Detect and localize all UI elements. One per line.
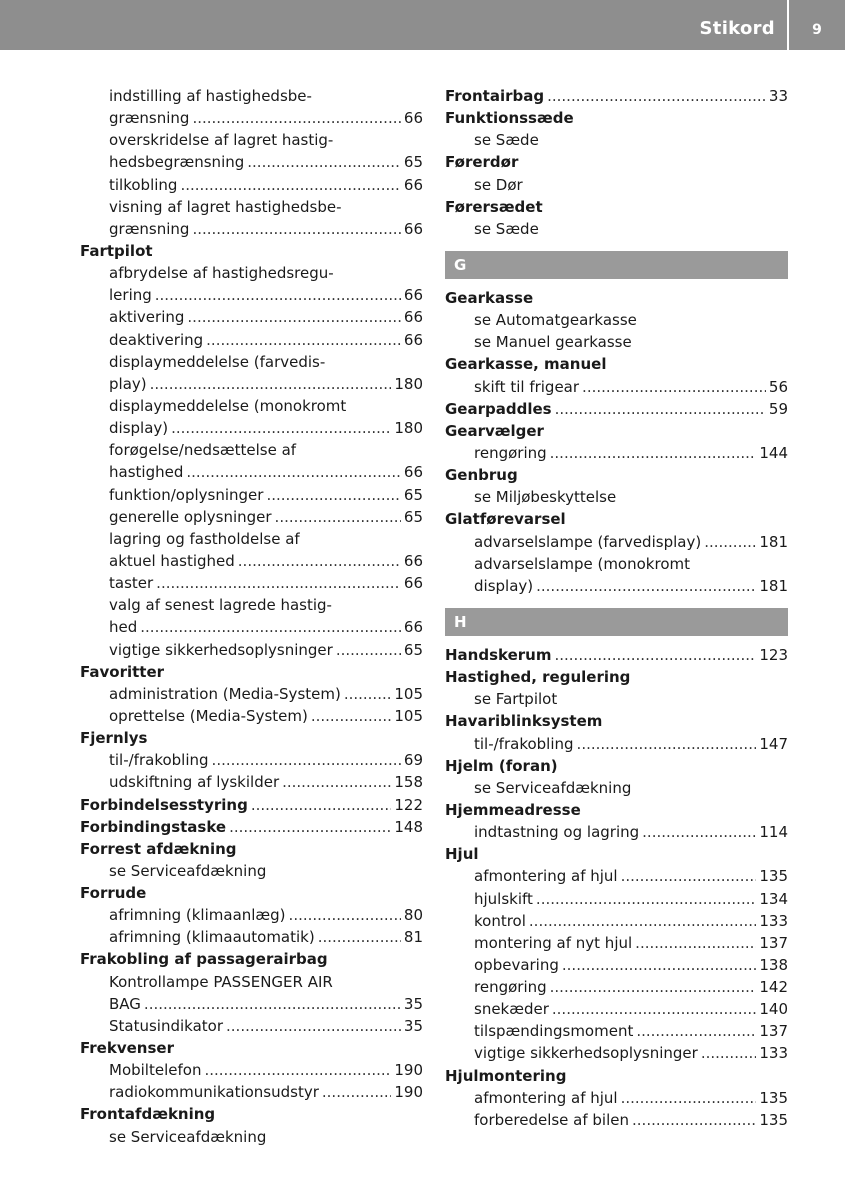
entry-label: radiokommunikationsudstyr: [109, 1083, 319, 1102]
index-column-right: [445, 85, 788, 1131]
entry-page-number: 190: [394, 1061, 423, 1080]
entry-page-number: 66: [403, 463, 423, 482]
entry-label: snekæder: [474, 1000, 549, 1019]
index-subentry: [80, 461, 423, 483]
entry-label: afrimning (klimaanlæg): [109, 906, 286, 925]
dot-leader: [289, 904, 401, 926]
entry-page-number: 69: [403, 751, 423, 770]
index-entry: [445, 1065, 788, 1087]
dot-leader: [554, 644, 756, 666]
entry-label: display): [474, 576, 534, 595]
index-subentry: [80, 107, 423, 129]
index-subentry: [80, 639, 423, 661]
index-subentry: [445, 954, 788, 976]
entry-label: skift til frigear: [474, 377, 580, 396]
index-subentry: [80, 705, 423, 727]
index-entry: [80, 838, 423, 860]
entry-label: aktuel hastighed: [109, 551, 235, 570]
entry-page-number: 65: [403, 153, 423, 172]
index-entry: [445, 666, 788, 688]
entry-page-number: 181: [759, 576, 788, 595]
entry-page-number: 33: [768, 87, 788, 105]
entry-page-number: 59: [768, 399, 788, 418]
entry-label: se Serviceafdækning: [474, 778, 632, 797]
entry-label: Kontrollampe PASSENGER AIR: [109, 972, 333, 991]
entry-label: Statusindikator: [109, 1016, 224, 1035]
index-subentry: [445, 733, 788, 755]
entry-label: Forbindingstaske: [80, 817, 227, 836]
entry-label: Genbrug: [445, 466, 518, 485]
dot-leader: [562, 954, 756, 976]
entry-label: advarselslampe (monokromt: [474, 554, 690, 573]
entry-label: Frakobling af passagerairbag: [80, 950, 328, 969]
index-subentry: [80, 262, 423, 284]
entry-label: Frontafdækning: [80, 1105, 216, 1124]
entry-page-number: 114: [759, 823, 788, 842]
entry-page-number: 35: [403, 994, 423, 1013]
entry-label: Forbindelsesstyring: [80, 795, 248, 814]
index-entry: [80, 727, 423, 749]
dot-leader: [701, 1042, 757, 1064]
index-subentry: [445, 218, 788, 240]
index-subentry: [445, 331, 788, 353]
entry-label: valg af senest lagrede hastig-: [109, 596, 332, 615]
index-entry: [445, 843, 788, 865]
dot-leader: [192, 218, 400, 240]
index-entry: [445, 196, 788, 218]
entry-label: overskridelse af lagret hastig-: [109, 131, 334, 150]
entry-page-number: 66: [403, 618, 423, 637]
dot-leader: [318, 926, 401, 948]
dot-leader: [344, 683, 392, 705]
entry-label: Gearkasse, manuel: [445, 355, 607, 374]
dot-leader: [529, 910, 756, 932]
entry-label: Funktionssæde: [445, 109, 574, 128]
index-subentry: [445, 575, 788, 597]
entry-label: se Sæde: [474, 219, 539, 238]
index-subentry: [80, 196, 423, 218]
dot-leader: [555, 398, 766, 420]
dot-leader: [204, 1059, 391, 1081]
index-subentry: [80, 484, 423, 506]
entry-page-number: 65: [403, 485, 423, 504]
entry-label: aktivering: [109, 308, 185, 327]
index-subentry: [80, 395, 423, 417]
dot-leader: [577, 733, 757, 755]
entry-label: taster: [109, 574, 154, 593]
index-column-left: [80, 85, 423, 1148]
dot-leader: [212, 749, 401, 771]
entry-label: deaktivering: [109, 330, 204, 349]
index-subentry: [80, 904, 423, 926]
dot-leader: [635, 932, 756, 954]
entry-label: Førersædet: [445, 197, 543, 216]
entry-label: displaymeddelelse (monokromt: [109, 396, 347, 415]
dot-leader: [632, 1109, 756, 1131]
entry-label: BAG: [109, 994, 141, 1013]
entry-label: Hjemmeadresse: [445, 800, 581, 819]
entry-label: opbevaring: [474, 955, 559, 974]
index-subentry: [80, 749, 423, 771]
entry-label: se Miljøbeskyttelse: [474, 488, 617, 507]
index-subentry: [80, 151, 423, 173]
index-subentry: [80, 174, 423, 196]
dot-leader: [187, 306, 401, 328]
index-entry: [80, 1103, 423, 1125]
index-entry: [445, 398, 788, 420]
entry-page-number: 56: [768, 377, 788, 396]
entry-page-number: 65: [403, 640, 423, 659]
entry-label: Fjernlys: [80, 729, 148, 748]
entry-label: Forrest afdækning: [80, 839, 237, 858]
entry-page-number: 134: [759, 889, 788, 908]
index-subentry: [80, 572, 423, 594]
entry-page-number: 80: [403, 906, 423, 925]
entry-label: til-/frakobling: [109, 751, 209, 770]
entry-label: hed: [109, 618, 138, 637]
entry-page-number: 122: [394, 795, 423, 814]
index-subentry: [445, 888, 788, 910]
entry-label: administration (Media-System): [109, 684, 341, 703]
index-subentry: [445, 376, 788, 398]
entry-label: forøgelse/nedsættelse af: [109, 441, 297, 460]
dot-leader: [536, 575, 756, 597]
index-subentry: [445, 1087, 788, 1109]
section-letter-header: G: [445, 251, 788, 279]
entry-label: Favoritter: [80, 662, 165, 681]
entry-page-number: 138: [759, 955, 788, 974]
entry-label: udskiftning af lyskilder: [109, 773, 280, 792]
dot-leader: [206, 329, 401, 351]
entry-page-number: 190: [394, 1083, 423, 1102]
entry-label: hastighed: [109, 463, 184, 482]
index-entry: [445, 151, 788, 173]
entry-label: display): [109, 419, 169, 438]
entry-label: Hastighed, regulering: [445, 668, 631, 687]
dot-leader: [621, 1087, 757, 1109]
dot-leader: [144, 993, 401, 1015]
section-letter-header: H: [445, 608, 788, 636]
index-subentry: [80, 329, 423, 351]
index-subentry: [445, 531, 788, 553]
index-subentry: [80, 85, 423, 107]
entry-page-number: 133: [759, 911, 788, 930]
entry-label: Hjelm (foran): [445, 756, 558, 775]
entry-page-number: 66: [403, 286, 423, 305]
entry-page-number: 66: [403, 330, 423, 349]
entry-page-number: 147: [759, 734, 788, 753]
entry-label: Glatførevarsel: [445, 510, 566, 529]
entry-label: Frontairbag: [445, 87, 545, 105]
entry-label: funktion/oplysninger: [109, 485, 264, 504]
entry-page-number: 35: [403, 1016, 423, 1035]
entry-label: Handskerum: [445, 645, 552, 664]
entry-label: til-/frakobling: [474, 734, 574, 753]
index-subentry: [80, 284, 423, 306]
entry-label: Hjulmontering: [445, 1066, 567, 1085]
entry-page-number: 66: [403, 308, 423, 327]
index-subentry: [80, 528, 423, 550]
entry-label: tilkobling: [109, 175, 178, 194]
index-entry: [445, 755, 788, 777]
entry-page-number: 142: [759, 978, 788, 997]
entry-label: generelle oplysninger: [109, 507, 272, 526]
index-subentry: [80, 1059, 423, 1081]
entry-label: se Serviceafdækning: [109, 861, 267, 880]
entry-label: grænsning: [109, 109, 190, 128]
index-entry: [80, 1037, 423, 1059]
index-subentry: [80, 306, 423, 328]
entry-label: Havariblinksystem: [445, 712, 603, 731]
index-entry: [445, 85, 788, 107]
dot-leader: [550, 442, 757, 464]
entry-label: se Automatgearkasse: [474, 311, 637, 330]
index-entry: [80, 948, 423, 970]
entry-page-number: 66: [403, 551, 423, 570]
index-subentry: [80, 683, 423, 705]
dot-leader: [552, 998, 756, 1020]
dot-leader: [704, 531, 756, 553]
dot-leader: [621, 865, 757, 887]
index-subentry: [80, 1081, 423, 1103]
entry-page-number: 180: [394, 419, 423, 438]
dot-leader: [140, 616, 401, 638]
index-entry: [445, 799, 788, 821]
index-entry: [445, 287, 788, 309]
index-entry: [445, 420, 788, 442]
entry-page-number: 144: [759, 443, 788, 462]
index-entry: [80, 816, 423, 838]
index-subentry: [80, 971, 423, 993]
entry-label: se Fartpilot: [474, 690, 558, 709]
entry-label: se Sæde: [474, 131, 539, 150]
index-subentry: [445, 442, 788, 464]
entry-label: Forrude: [80, 884, 147, 903]
section-title: Stikord: [699, 18, 775, 39]
entry-label: hedsbegrænsning: [109, 153, 245, 172]
index-entry: [445, 353, 788, 375]
index-subentry: [80, 550, 423, 572]
entry-label: rengøring: [474, 443, 547, 462]
entry-label: displaymeddelelse (farvedis-: [109, 352, 326, 371]
entry-label: rengøring: [474, 978, 547, 997]
index-entry: [445, 508, 788, 530]
entry-page-number: 66: [403, 219, 423, 238]
entry-label: montering af nyt hjul: [474, 933, 633, 952]
index-subentry: [445, 1042, 788, 1064]
entry-label: vigtige sikkerhedsoplysninger: [109, 640, 333, 659]
index-subentry: [80, 506, 423, 528]
entry-label: visning af lagret hastighedsbe-: [109, 197, 342, 216]
entry-label: vigtige sikkerhedsoplysninger: [474, 1044, 698, 1063]
index-entry: [445, 464, 788, 486]
dot-leader: [582, 376, 766, 398]
dot-leader: [282, 771, 391, 793]
dot-leader: [336, 639, 401, 661]
dot-leader: [171, 417, 391, 439]
index-subentry: [80, 771, 423, 793]
dot-leader: [547, 85, 766, 107]
entry-label: Frekvenser: [80, 1039, 174, 1058]
entry-label: se Serviceafdækning: [109, 1127, 267, 1146]
index-subentry: [80, 129, 423, 151]
index-entry: [80, 794, 423, 816]
entry-label: advarselslampe (farvedisplay): [474, 532, 702, 551]
dot-leader: [251, 794, 392, 816]
index-subentry: [445, 976, 788, 998]
entry-page-number: 180: [394, 374, 423, 393]
index-subentry: [445, 865, 788, 887]
index-subentry: [445, 998, 788, 1020]
dot-leader: [636, 1020, 756, 1042]
index-subentry: [80, 616, 423, 638]
index-subentry: [80, 594, 423, 616]
index-subentry: [80, 993, 423, 1015]
entry-label: oprettelse (Media-System): [109, 706, 308, 725]
dot-leader: [266, 484, 400, 506]
entry-label: grænsning: [109, 219, 190, 238]
index-subentry: [80, 1015, 423, 1037]
index-subentry: [80, 417, 423, 439]
dot-leader: [238, 550, 401, 572]
entry-label: Gearkasse: [445, 288, 534, 307]
entry-label: lering: [109, 286, 152, 305]
entry-label: hjulskift: [474, 889, 533, 908]
index-subentry: [445, 553, 788, 575]
dot-leader: [550, 976, 757, 998]
entry-label: se Manuel gearkasse: [474, 333, 632, 352]
entry-page-number: 81: [403, 928, 423, 947]
index-subentry: [445, 174, 788, 196]
dot-leader: [536, 888, 756, 910]
dot-leader: [192, 107, 400, 129]
entry-label: afrimning (klimaautomatik): [109, 928, 315, 947]
entry-page-number: 140: [759, 1000, 788, 1019]
entry-label: Fartpilot: [80, 241, 153, 260]
dot-leader: [156, 572, 401, 594]
index-subentry: [80, 860, 423, 882]
entry-label: lagring og fastholdelse af: [109, 529, 300, 548]
dot-leader: [642, 821, 756, 843]
entry-label: Hjul: [445, 845, 479, 864]
entry-page-number: 158: [394, 773, 423, 792]
entry-label: kontrol: [474, 911, 526, 930]
entry-page-number: 135: [759, 1088, 788, 1107]
index-subentry: [80, 218, 423, 240]
index-entry: [445, 644, 788, 666]
dot-leader: [247, 151, 401, 173]
entry-label: Gearpaddles: [445, 399, 552, 418]
index-subentry: [445, 129, 788, 151]
dot-leader: [186, 461, 401, 483]
entry-page-number: 123: [759, 645, 788, 664]
dot-leader: [322, 1081, 391, 1103]
entry-label: se Dør: [474, 175, 523, 194]
index-subentry: [445, 910, 788, 932]
dot-leader: [155, 284, 401, 306]
index-entry: [80, 882, 423, 904]
index-subentry: [80, 373, 423, 395]
dot-leader: [226, 1015, 401, 1037]
entry-page-number: 181: [759, 532, 788, 551]
entry-label: afmontering af hjul: [474, 1088, 618, 1107]
index-subentry: [445, 777, 788, 799]
entry-page-number: 105: [394, 684, 423, 703]
entry-label: Førerdør: [445, 153, 519, 172]
dot-leader: [229, 816, 391, 838]
entry-page-number: 65: [403, 507, 423, 526]
entry-label: tilspændingsmoment: [474, 1022, 634, 1041]
entry-page-number: 66: [403, 175, 423, 194]
entry-page-number: 66: [403, 109, 423, 128]
index-entry: [445, 710, 788, 732]
index-subentry: [445, 486, 788, 508]
index-subentry: [445, 688, 788, 710]
entry-page-number: 105: [394, 706, 423, 725]
entry-label: indstilling af hastighedsbe-: [109, 87, 312, 105]
entry-label: afmontering af hjul: [474, 867, 618, 886]
entry-label: Mobiltelefon: [109, 1061, 202, 1080]
index-entry: [445, 107, 788, 129]
dot-leader: [180, 174, 400, 196]
index-entry: [80, 240, 423, 262]
index-subentry: [445, 932, 788, 954]
dot-leader: [311, 705, 392, 727]
dot-leader: [150, 373, 392, 395]
entry-label: indtastning og lagring: [474, 823, 640, 842]
entry-page-number: 137: [759, 1022, 788, 1041]
entry-page-number: 137: [759, 933, 788, 952]
index-subentry: [80, 439, 423, 461]
entry-page-number: 66: [403, 574, 423, 593]
entry-page-number: 133: [759, 1044, 788, 1063]
entry-label: afbrydelse af hastighedsregu-: [109, 264, 334, 283]
entry-page-number: 135: [759, 1110, 788, 1129]
entry-page-number: 148: [394, 817, 423, 836]
index-subentry: [80, 351, 423, 373]
index-subentry: [80, 926, 423, 948]
entry-page-number: 135: [759, 867, 788, 886]
entry-label: Gearvælger: [445, 421, 544, 440]
index-subentry: [445, 1020, 788, 1042]
entry-label: forberedelse af bilen: [474, 1110, 630, 1129]
dot-leader: [275, 506, 401, 528]
entry-label: play): [109, 374, 147, 393]
index-subentry: [445, 309, 788, 331]
index-entry: [80, 661, 423, 683]
index-subentry: [80, 1126, 423, 1148]
index-subentry: [445, 821, 788, 843]
index-subentry: [445, 1109, 788, 1131]
header-bar: [0, 0, 845, 50]
page-number: 9: [812, 22, 822, 38]
